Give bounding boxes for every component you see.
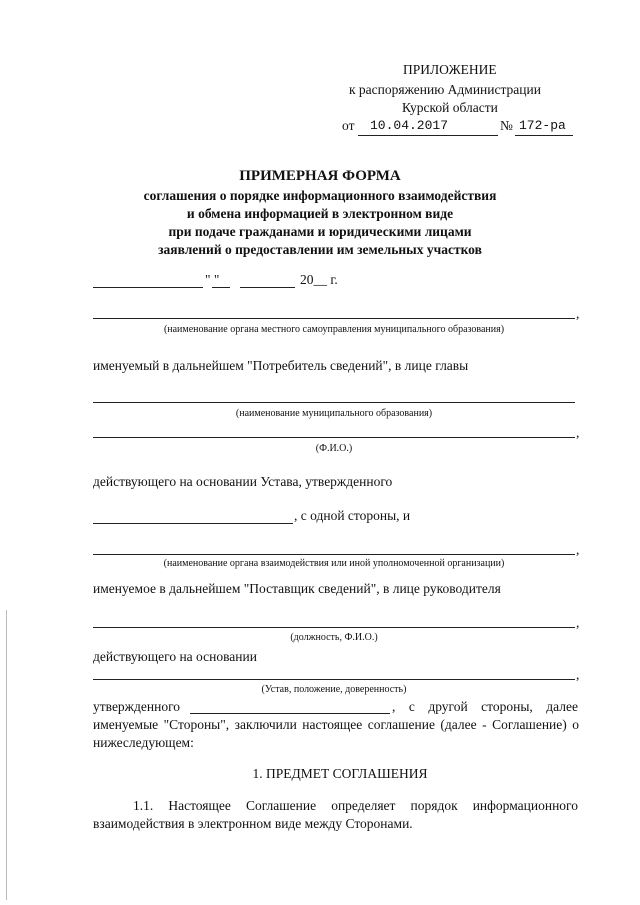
hint-interaction-body: (наименование органа взаимодействия или иной уполномоченной организации) [163, 558, 505, 569]
charter-date-blank [93, 523, 293, 524]
day-blank [212, 287, 230, 288]
hint-municipality: (наименование муниципального образования) [235, 408, 433, 419]
place-blank [93, 287, 203, 288]
title-line-4: при подаче гражданами и юридическими лицами [168, 224, 472, 239]
comma-3: , [576, 542, 580, 557]
section-1-heading: 1. ПРЕДМЕТ СОГЛАШЕНИЯ [252, 766, 428, 781]
other-side-text: , с другой стороны, далее [392, 699, 578, 714]
region-name: Курской области [402, 100, 498, 115]
hint-position-fio: (должность, Ф.И.О.) [290, 632, 378, 643]
title-line-3: и обмена информацией в электронном виде [186, 206, 454, 221]
year-field: 20__ г. [300, 272, 338, 287]
acting-charter-text: действующего на основании Устава, утвержденного [93, 474, 393, 489]
consumer-text: именуемый в дальнейшем "Потребитель сведений", в лице главы [93, 358, 469, 373]
number-underline [515, 135, 573, 136]
date-quote-open: " " [205, 272, 220, 287]
number-prefix: № [500, 118, 513, 133]
hint-document: (Устав, положение, доверенность) [261, 684, 407, 695]
clause-1-1-line-a: 1.1. Настоящее Соглашение определяет порядок информационного [133, 798, 578, 813]
title-line-2: соглашения о порядке информационного взаимодействия [143, 188, 497, 203]
local-gov-blank [93, 318, 575, 319]
position-fio-blank [93, 627, 575, 628]
comma-1: , [576, 306, 580, 321]
acting-basis-text: действующего на основании [93, 649, 257, 664]
following-text: нижеследующем: [93, 735, 194, 750]
one-side-text: , с одной стороны, и [294, 508, 411, 523]
clause-1-1-line-b: взаимодействия в электронном виде между Сторонами. [93, 816, 413, 831]
month-blank [240, 287, 295, 288]
parties-text: именуемые "Стороны", заключили настоящее соглашение (далее - Соглашение) о [93, 717, 579, 732]
comma-4: , [576, 615, 580, 630]
document-title: ПРИМЕРНАЯ ФОРМА [239, 168, 401, 184]
order-reference: к распоряжению Администрации [349, 82, 541, 97]
fio-blank [93, 437, 575, 438]
interaction-body-blank [93, 554, 575, 555]
supplier-text: именуемое в дальнейшем "Поставщик сведений", в лице руководителя [93, 581, 501, 596]
order-number: 172-ра [519, 118, 566, 133]
municipality-blank [93, 402, 575, 403]
approved-text: утвержденного [93, 699, 181, 714]
hint-local-gov: (наименование органа местного самоуправления муниципального образования) [163, 324, 505, 335]
order-date: 10.04.2017 [370, 118, 449, 133]
date-underline [358, 135, 498, 136]
approved-blank [190, 713, 390, 714]
appendix-label: ПРИЛОЖЕНИЕ [403, 62, 497, 77]
title-line-5: заявлений о предоставлении им земельных участков [158, 242, 482, 257]
document-basis-blank [93, 679, 575, 680]
comma-2: , [576, 425, 580, 440]
date-prefix: от [342, 118, 355, 133]
comma-5: , [576, 667, 580, 682]
scan-edge [6, 610, 7, 900]
hint-fio: (Ф.И.О.) [315, 443, 353, 454]
